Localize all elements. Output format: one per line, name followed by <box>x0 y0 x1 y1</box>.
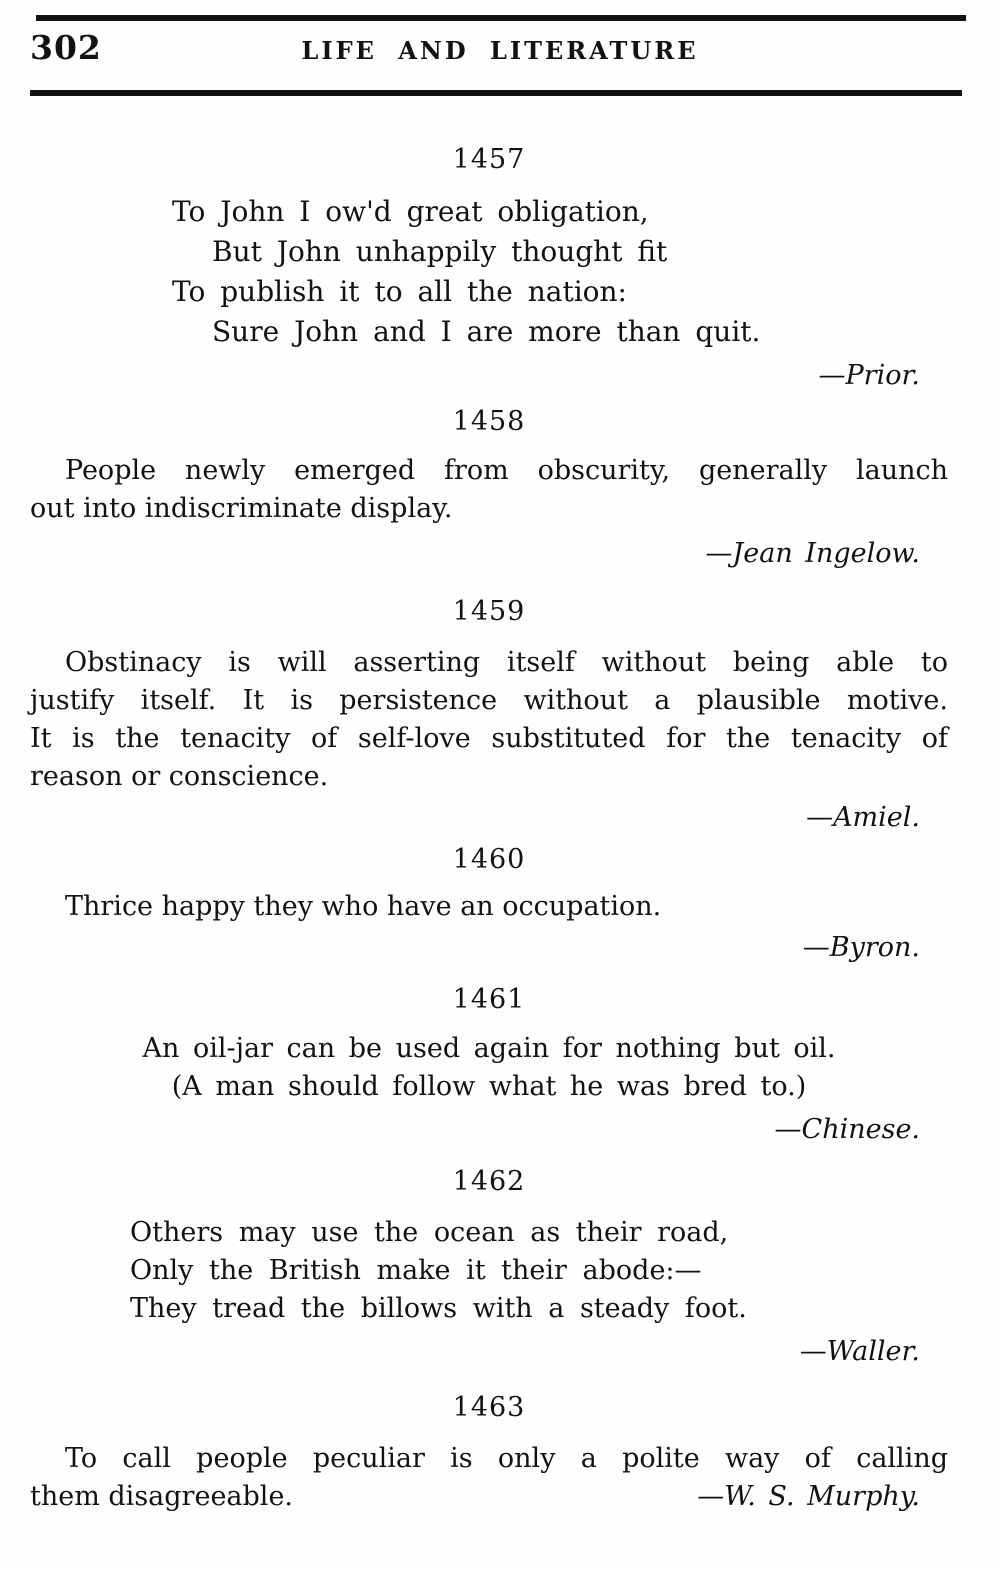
prose-line <box>30 1478 948 1516</box>
page-number: 302 <box>30 28 102 67</box>
quote-number: 1458 <box>452 406 526 437</box>
header-rule-top <box>36 15 966 21</box>
verse-line: An oil-jar can be used again for nothing but oil. <box>142 1033 836 1064</box>
quote-attribution: —Byron. <box>802 932 920 963</box>
prose-line: Obstinacy is will asserting itself without being able to <box>65 647 948 678</box>
prose-line: Thrice happy they who have an occupation. <box>65 891 662 922</box>
quote-prose <box>30 888 948 926</box>
verse-line: Others may use the ocean as their road, <box>130 1217 729 1248</box>
quote-prose <box>30 452 948 528</box>
quote-attribution: —Jean Ingelow. <box>705 538 920 569</box>
quote-1463 <box>30 1392 948 1516</box>
prose-line: out into indiscriminate display. <box>30 493 453 524</box>
quote-prose <box>30 1440 948 1516</box>
verse-line: Only the British make it their abode:— <box>130 1255 702 1286</box>
quote-1458 <box>30 406 948 572</box>
quote-1459 <box>30 596 948 836</box>
prose-line: To call people peculiar is only a polite way of calling <box>65 1443 948 1474</box>
quote-attribution: —Chinese. <box>774 1114 920 1145</box>
quote-1462 <box>30 1166 948 1370</box>
page-content <box>0 96 1000 1516</box>
quote-attribution: —Amiel. <box>806 802 920 833</box>
quote-1460 <box>30 844 948 966</box>
prose-line-text: them disagreeable. <box>30 1481 293 1512</box>
quote-1457 <box>30 144 948 394</box>
prose-line: People newly emerged from obscurity, generally launch <box>65 455 948 486</box>
quote-number: 1457 <box>452 144 526 175</box>
quote-verse <box>30 1030 948 1106</box>
verse-line: To John I ow'd great obligation, <box>172 195 649 228</box>
quote-1461 <box>30 984 948 1148</box>
verse-line: (A man should follow what he was bred to.) <box>171 1071 807 1102</box>
verse-line: To publish it to all the nation: <box>172 275 627 308</box>
quote-attribution: —Waller. <box>799 1336 920 1367</box>
prose-line: justify itself. It is persistence without a plausible motive. <box>30 685 948 716</box>
quote-number: 1461 <box>452 984 526 1015</box>
quote-verse <box>30 192 948 352</box>
quote-attribution: —Prior. <box>818 360 920 391</box>
quote-prose <box>30 644 948 796</box>
running-title: LIFE AND LITERATURE <box>301 36 699 65</box>
verse-line: They tread the billows with a steady foot. <box>130 1293 747 1324</box>
prose-line: It is the tenacity of self-love substituted for the tenacity of <box>30 723 948 754</box>
quote-number: 1463 <box>452 1392 526 1423</box>
quote-number: 1460 <box>452 844 526 875</box>
quote-verse <box>30 1214 948 1328</box>
verse-line: Sure John and I are more than quit. <box>212 315 761 348</box>
quote-number: 1459 <box>452 596 526 627</box>
quote-number: 1462 <box>452 1166 526 1197</box>
quote-attribution: —W. S. Murphy. <box>697 1481 920 1512</box>
prose-line: reason or conscience. <box>30 761 329 792</box>
verse-line: But John unhappily thought fit <box>212 235 668 268</box>
